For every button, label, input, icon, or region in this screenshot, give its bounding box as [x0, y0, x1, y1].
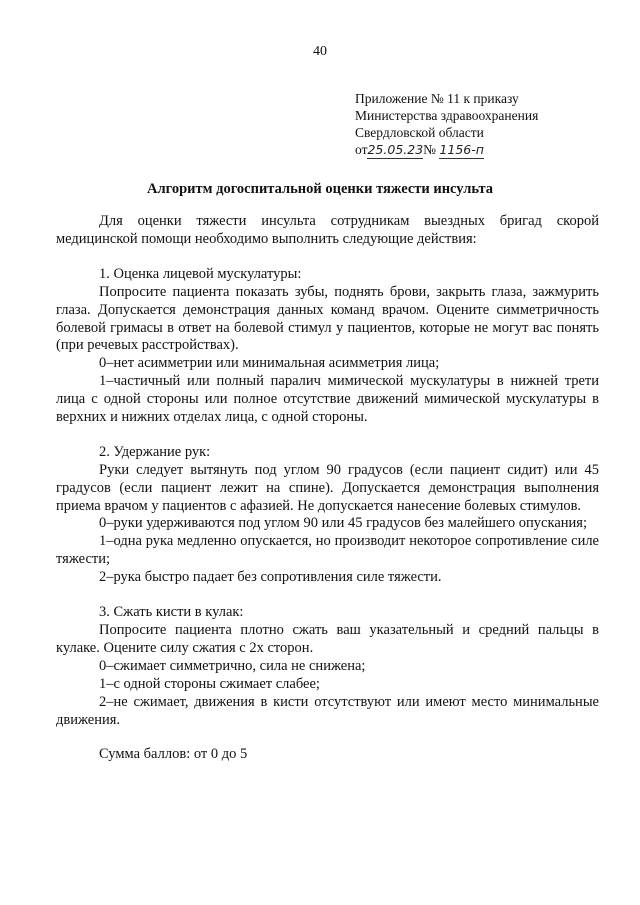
from-label: от [355, 142, 368, 157]
score-item: 1–одна рука медленно опускается, но производит некоторое сопротивление силе тяжести; [56, 533, 599, 567]
appendix-line: Министерства здравоохранения [355, 108, 539, 123]
appendix-date-number [355, 141, 538, 158]
score-item: 0–сжимает симметрично, сила не снижена; [99, 658, 366, 674]
section-heading: 2. Удержание рук: [99, 444, 211, 460]
intro-paragraph [56, 213, 599, 249]
appendix-line: Приложение № 11 к приказу [355, 91, 519, 106]
score-item: 2–не сжимает, движения в кисти отсутствуют или имеют место минимальные движения. [56, 694, 599, 728]
appendix-line: Свердловской области [355, 125, 484, 140]
section-text: Попросите пациента показать зубы, поднять брови, закрыть глаза, зажмурить глаза. Допускается демонстрация данных команд врачом. Оцените симметричность болевой гримасы в ответ на болевой стимул у пациентов, которые не могут вас понять (при речевых расстройствах). [56, 284, 599, 354]
score-item: 0–нет асимметрии или минимальная асимметрия лица; [99, 355, 440, 371]
document-title: Алгоритм догоспитальной оценки тяжести инсульта [146, 181, 493, 197]
score-item: 2–рука быстро падает без сопротивления силе тяжести. [99, 569, 442, 585]
handwritten-date: 25.05.23 [367, 142, 424, 157]
score-item: 1–частичный или полный паралич мимической мускулатуры в нижней трети лица с одной стороны или полное отсутствие движений мимической мускулатуры в верхних и нижних отделах лица, с одной стороны. [56, 373, 599, 425]
handwritten-number: 1156-п [439, 142, 484, 157]
intro-text: Для оценки тяжести инсульта сотрудникам выездных бригад скорой медицинской помощи необходимо выполнить следующие действия: [56, 213, 599, 247]
score-total: Сумма баллов: от 0 до 5 [99, 746, 248, 762]
score-item: 1–с одной стороны сжимает слабее; [99, 676, 320, 692]
page-number: 40 [313, 44, 327, 59]
number-label: № [423, 142, 437, 157]
appendix-header [355, 90, 538, 158]
section-text: Руки следует вытянуть под углом 90 градусов (если пациент сидит) или 45 градусов (если пациент лежит на спине). Допускается демонстрация выполнения приема врачом у пациентов с афазией. Не допускается нанесение болевых стимулов. [56, 462, 599, 514]
section-text: Попросите пациента плотно сжать ваш указательный и средний пальцы в кулаке. Оцените силу сжатия с 2х сторон. [56, 622, 599, 656]
score-item: 0–руки удерживаются под углом 90 или 45 градусов без малейшего опускания; [99, 515, 587, 531]
section-heading: 3. Сжать кисти в кулак: [99, 604, 244, 620]
section-heading: 1. Оценка лицевой мускулатуры: [99, 266, 302, 282]
